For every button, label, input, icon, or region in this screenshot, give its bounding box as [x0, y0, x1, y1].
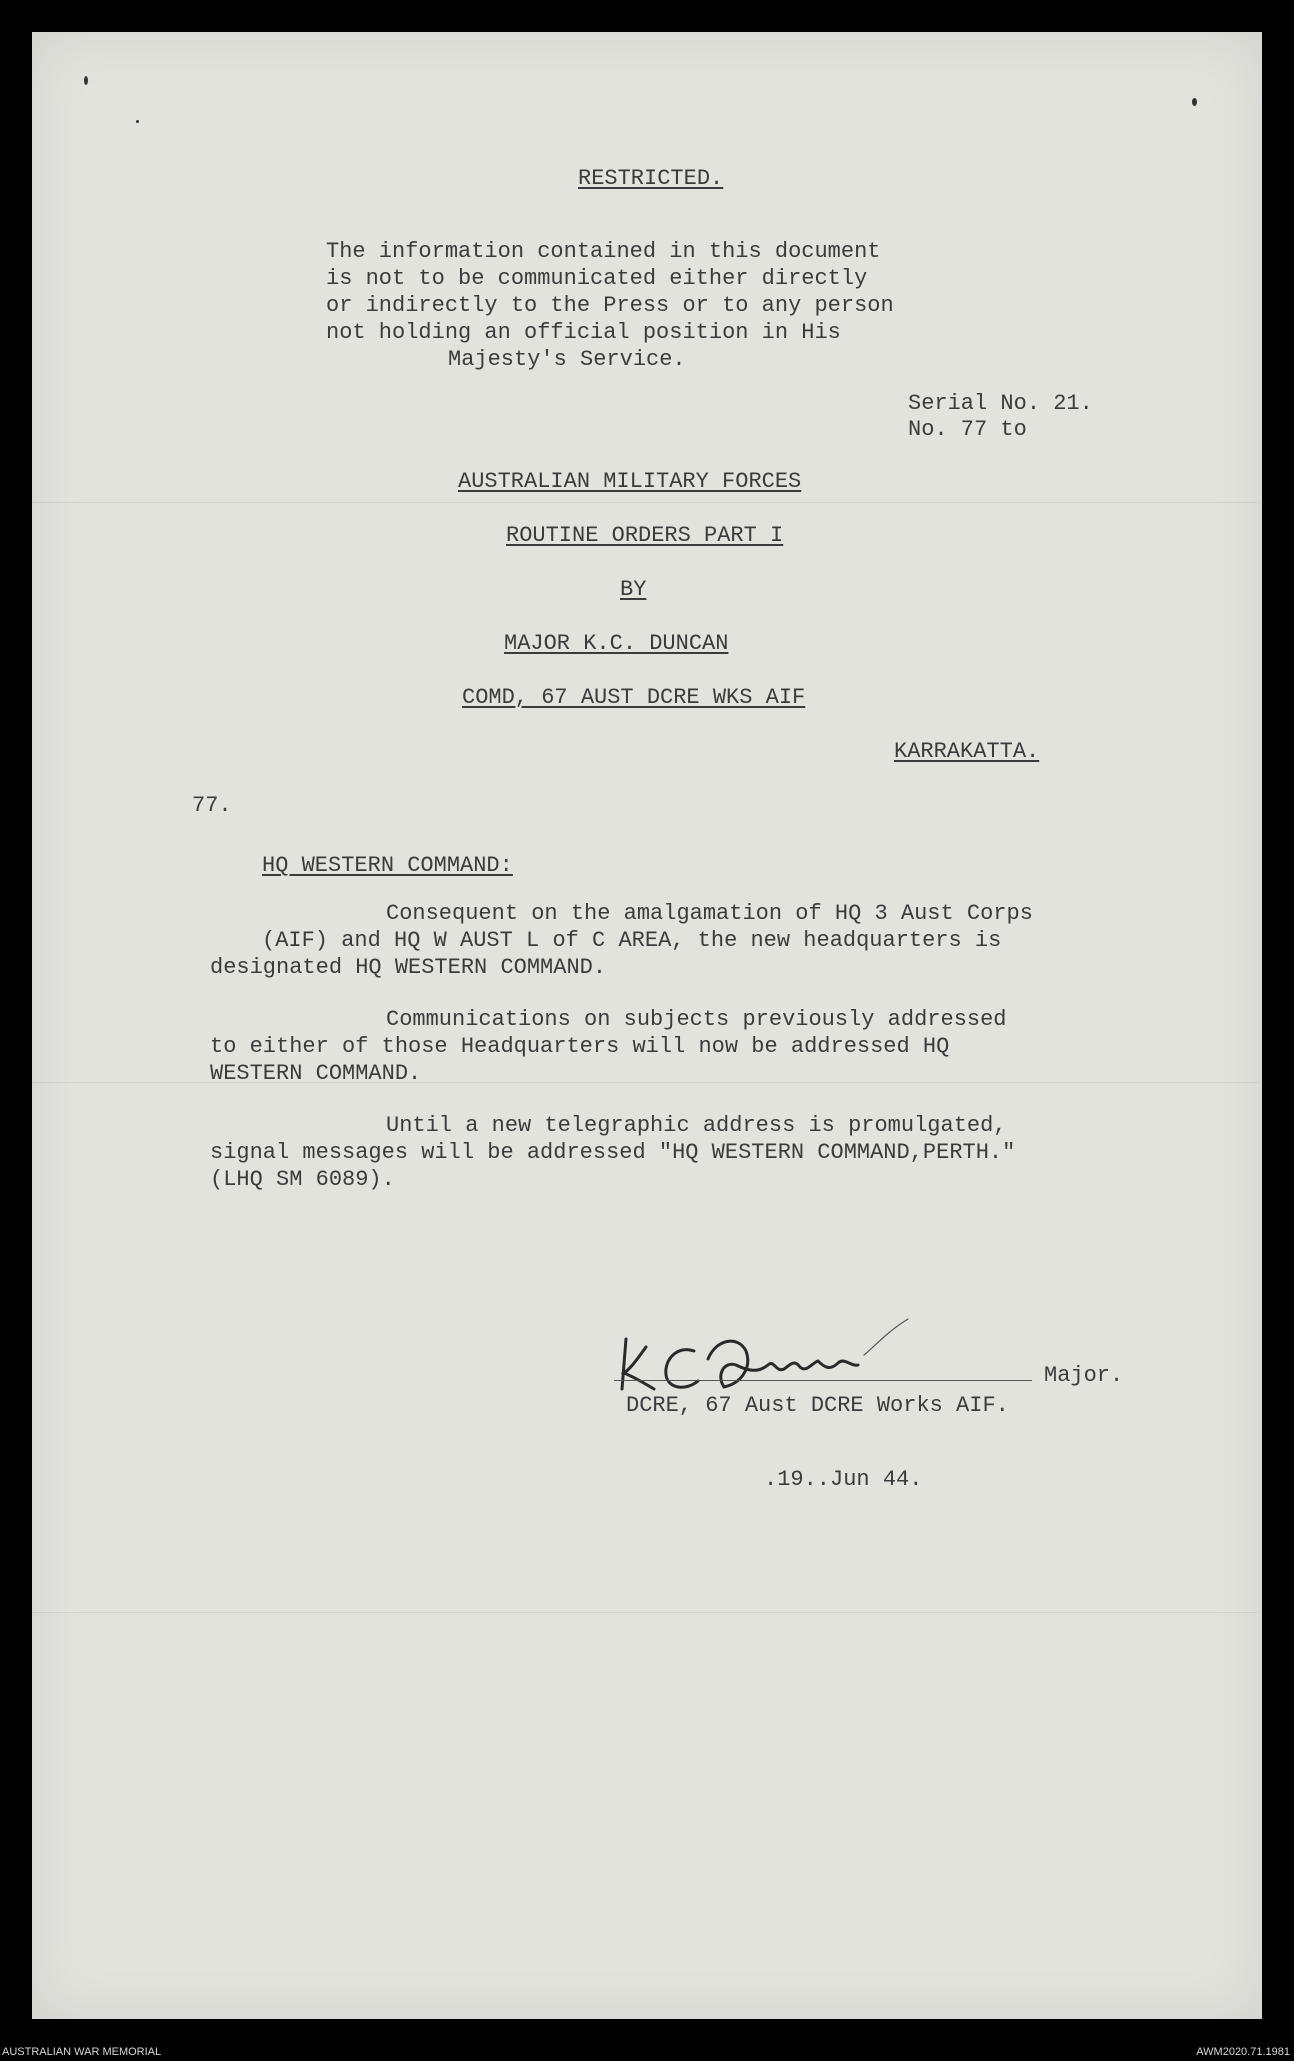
serial-number: Serial No. 21. [908, 391, 1093, 416]
para1-line-2: (AIF) and HQ W AUST L of C AREA, the new headquarters is [262, 928, 1002, 953]
order-number: 77. [192, 793, 232, 818]
title-line-5: COMD, 67 AUST DCRE WKS AIF [462, 685, 806, 710]
footer-institution: AUSTRALIAN WAR MEMORIAL [2, 2046, 162, 2058]
classification-heading: RESTRICTED. [578, 166, 724, 191]
para3-line-1: Until a new telegraphic address is promulgated, [386, 1113, 1007, 1138]
order-heading: HQ WESTERN COMMAND: [262, 853, 513, 878]
para1-line-1: Consequent on the amalgamation of HQ 3 Aust Corps [386, 901, 1033, 926]
para2-line-2: to either of those Headquarters will now be addressed HQ [210, 1034, 950, 1059]
footer-accession-number: AWM2020.71.1981 [1196, 2046, 1290, 2058]
order-number-range: No. 77 to [908, 417, 1027, 442]
para3-line-3: (LHQ SM 6089). [210, 1167, 395, 1192]
title-line-4: MAJOR K.C. DUNCAN [504, 631, 729, 656]
fold-line [32, 502, 1262, 503]
punch-mark [84, 76, 88, 85]
document-date: .19..Jun 44. [764, 1467, 923, 1492]
para1-line-3: designated HQ WESTERN COMMAND. [210, 955, 607, 980]
notice-line-4: not holding an official position in His [326, 320, 841, 345]
notice-line-2: is not to be communicated either directly [326, 266, 868, 291]
title-line-3: BY [620, 577, 647, 602]
para3-line-2: signal messages will be addressed "HQ WESTERN COMMAND,PERTH." [210, 1140, 1016, 1165]
title-line-1: AUSTRALIAN MILITARY FORCES [458, 469, 802, 494]
notice-line-5: Majesty's Service. [448, 347, 686, 372]
punch-mark [136, 120, 139, 123]
notice-line-1: The information contained in this document [326, 239, 881, 264]
document-page [32, 32, 1262, 2019]
signature-line [614, 1380, 1032, 1381]
notice-line-3: or indirectly to the Press or to any person [326, 293, 894, 318]
location: KARRAKATTA. [894, 739, 1040, 764]
signatory-appointment: DCRE, 67 Aust DCRE Works AIF. [626, 1393, 1009, 1418]
fold-line [32, 1612, 1262, 1613]
para2-line-3: WESTERN COMMAND. [210, 1061, 422, 1086]
punch-mark [1192, 98, 1197, 106]
para2-line-1: Communications on subjects previously addressed [386, 1007, 1007, 1032]
signatory-rank: Major. [1044, 1363, 1124, 1388]
title-line-2: ROUTINE ORDERS PART I [506, 523, 784, 548]
